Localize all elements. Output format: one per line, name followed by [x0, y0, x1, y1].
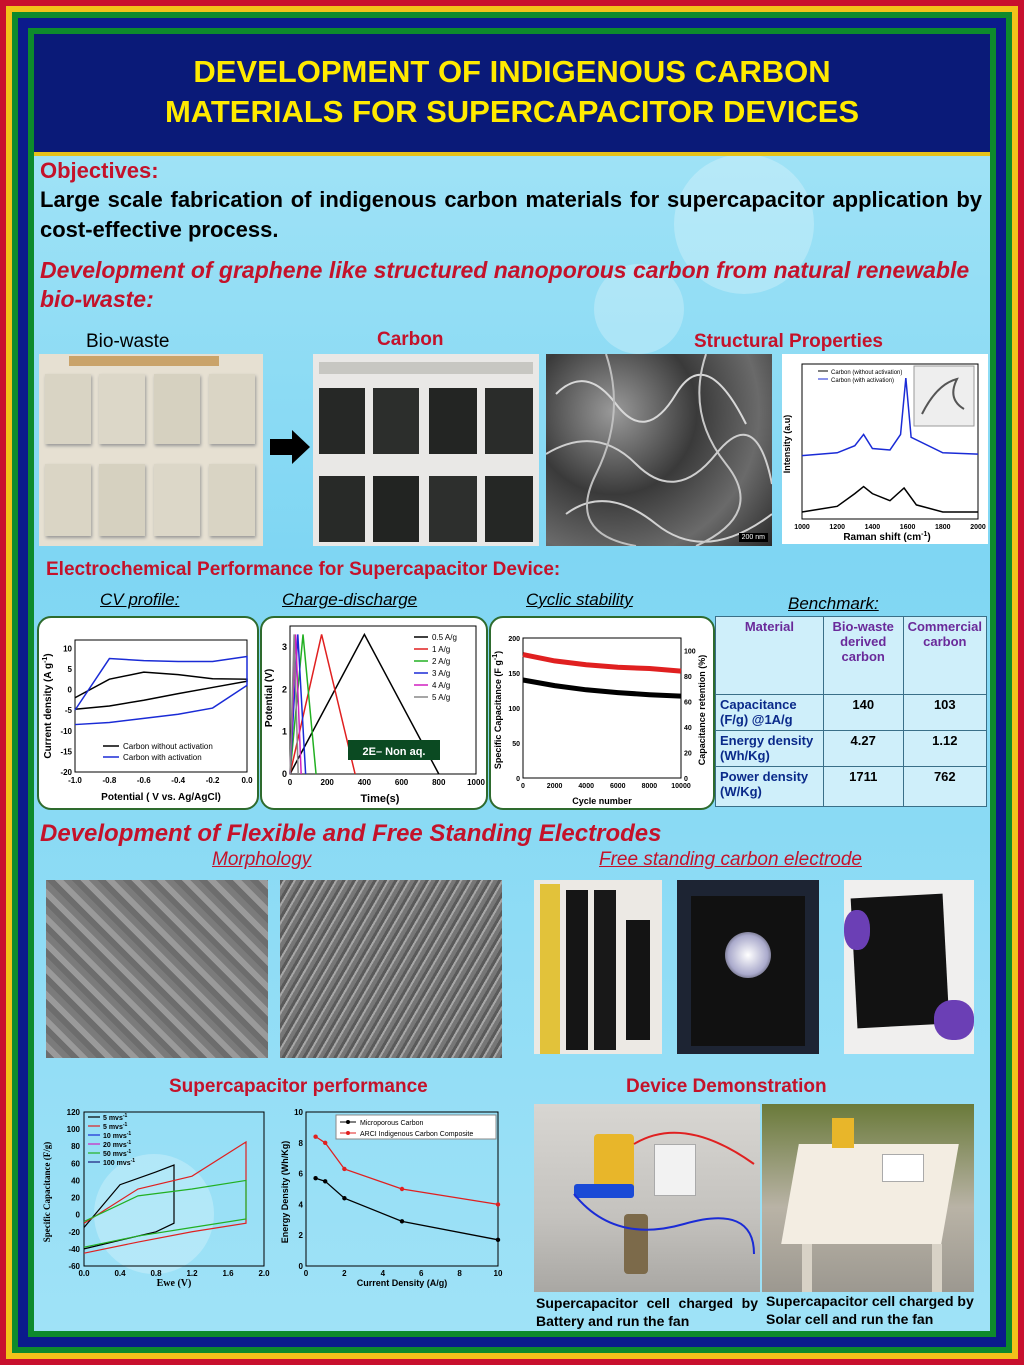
- morphology-sem-2: [280, 880, 502, 1058]
- energy-point: [400, 1219, 404, 1223]
- y-tick-label: 0: [75, 1210, 80, 1220]
- cv2-legend-label: 100 mvs$^{-1}$: [103, 1158, 136, 1167]
- perf-cv-chart: [40, 1102, 272, 1292]
- energy-point: [323, 1141, 327, 1145]
- device-solar-photo: [762, 1104, 974, 1292]
- cv2-legend-label: 5 mvs$^{-1}$: [103, 1113, 128, 1122]
- raman-chart: [782, 354, 988, 544]
- y-tick-label: 0: [67, 685, 72, 695]
- raman-legend-1: Carbon (with activation): [831, 378, 895, 384]
- x-tick-label: -0.4: [171, 776, 186, 785]
- y-tick-label: -20: [60, 768, 72, 777]
- x-tick-label: 2.0: [258, 1269, 270, 1278]
- x-tick-label: 2: [342, 1269, 347, 1278]
- x-tick-label: 0.0: [241, 776, 253, 785]
- poster-title: [34, 52, 990, 132]
- y-tick-label: 80: [71, 1142, 80, 1152]
- y-right-tick-label: 80: [684, 674, 692, 682]
- cd-chart: [260, 616, 488, 810]
- y-tick-label: -10: [60, 726, 72, 736]
- objectives-text: Large scale fabrication of indigenous carbon materials for supercapacitor application by cost-effective process.: [40, 187, 982, 242]
- cd-legend-label: 2 A/g: [432, 657, 451, 666]
- x-tick-label: 0.0: [78, 1269, 90, 1278]
- perf-cv-xlabel: Ewe (V): [156, 1278, 192, 1289]
- y-tick-label: 100: [508, 706, 520, 713]
- x-tick-label: 8: [457, 1269, 462, 1278]
- y-right-tick-label: 40: [684, 725, 692, 733]
- table-row: [716, 695, 987, 731]
- y-tick-label: 150: [508, 671, 520, 678]
- y-tick-label: 100: [66, 1125, 80, 1135]
- raman-xlabel: Raman shift $(cm^{-1})$: [843, 531, 931, 543]
- device-caption-battery: Supercapacitor cell charged by Battery and run the fan: [536, 1295, 758, 1329]
- cyc-ylabel-right: Capacitance retention (%): [697, 654, 707, 766]
- cv2-series-line: [84, 1142, 246, 1253]
- x-tick-label: -1.0: [68, 776, 82, 785]
- cd-ylabel: Potential (V): [264, 668, 275, 728]
- cd-legend-label: 3 A/g: [432, 669, 451, 678]
- bench-cell: 762: [903, 767, 986, 807]
- cv-legend-1: Carbon with activation: [123, 753, 202, 762]
- cv2-legend-label: 50 mvs$^{-1}$: [103, 1149, 132, 1158]
- x-tick-label: -0.6: [136, 776, 151, 785]
- y-right-tick-label: 60: [684, 699, 692, 707]
- y-tick-label: -40: [68, 1244, 80, 1254]
- structural-label: Structural Properties: [694, 331, 883, 352]
- poster-panel: [34, 34, 990, 1331]
- carbon-label: Carbon: [377, 329, 444, 350]
- bench-cell: 4.27: [823, 731, 903, 767]
- y-tick-label: 5: [67, 664, 72, 674]
- y-tick-label: 3: [281, 642, 287, 653]
- bench-cell: 1.12: [903, 731, 986, 767]
- x-tick-label: 1000: [794, 524, 810, 531]
- cd-xlabel: Time(s): [360, 793, 400, 805]
- y-tick-label: 0: [516, 776, 520, 783]
- energy-point: [313, 1176, 317, 1180]
- x-tick-label: 1800: [935, 524, 951, 531]
- morphology-sem-1: [46, 880, 268, 1058]
- y-right-tick-label: 0: [684, 776, 688, 783]
- x-tick-label: -0.8: [102, 776, 117, 785]
- bench-cell: 1711: [823, 767, 903, 807]
- cv-series-line: [75, 657, 247, 725]
- multimeter: [832, 1118, 854, 1148]
- x-tick-label: -0.2: [205, 776, 220, 785]
- cv2-series-line: [84, 1165, 174, 1249]
- energy-legend-1: ARCI Indigenous Carbon Composite: [360, 1131, 474, 1138]
- x-tick-label: 600: [394, 778, 409, 787]
- carbon-photo: [313, 354, 539, 546]
- energy-point: [400, 1187, 404, 1191]
- sem-image: [546, 354, 772, 546]
- perf-cv-ylabel: Specific Capacitance (F/g): [42, 1141, 52, 1243]
- cv2-legend-label: 10 mvs$^{-1}$: [103, 1131, 132, 1140]
- ruler: [540, 884, 560, 1054]
- y-tick-label: 20: [71, 1193, 80, 1203]
- table-row: [716, 731, 987, 767]
- raman-series-line: [802, 487, 978, 512]
- raman-legend-0: Carbon (without activation): [831, 370, 903, 376]
- cd-legend-label: 5 A/g: [432, 693, 451, 702]
- table-row: [716, 767, 987, 807]
- bench-cell: 103: [903, 695, 986, 731]
- x-tick-label: 2000: [546, 783, 563, 790]
- energy-plot: [278, 1102, 504, 1292]
- x-tick-label: 1600: [899, 524, 916, 531]
- y-tick-label: -5: [64, 706, 72, 716]
- y-tick-label: 2: [281, 684, 287, 695]
- morphology-label: Morphology: [212, 849, 312, 870]
- cv-xlabel: Potential ( V vs. Ag/AgCl): [101, 792, 221, 803]
- bench-header-material: Material: [716, 617, 824, 695]
- y-tick-label: 8: [298, 1138, 303, 1148]
- bench-row-label: Capacitance (F/g) @1A/g: [716, 695, 824, 731]
- electrode-strips-photo: [534, 880, 662, 1054]
- y-tick-label: 1: [281, 726, 287, 737]
- energy-point: [496, 1238, 500, 1242]
- cyc-series-retention: [523, 655, 681, 672]
- cyc-plot: [491, 618, 713, 808]
- energy-ylabel: Energy Density (Wh/Kg): [280, 1140, 290, 1244]
- x-tick-label: 6: [418, 1269, 424, 1278]
- benchmark-table: [715, 616, 987, 807]
- free-standing-label: Free standing carbon electrode: [599, 849, 862, 870]
- bench-row-label: Power density (W/Kg): [716, 767, 824, 807]
- y-tick-label: 120: [66, 1108, 80, 1117]
- y-tick-label: 50: [512, 741, 520, 748]
- y-tick-label: 60: [71, 1159, 80, 1169]
- electrode-light-photo: [677, 880, 819, 1054]
- title-line-2: MATERIALS FOR SUPERCAPACITOR DEVICES: [164, 94, 860, 129]
- perf-heading: Supercapacitor performance: [169, 1076, 428, 1097]
- energy-legend-0: Microporous Carbon: [360, 1120, 424, 1127]
- device-caption-solar: Supercapacitor cell charged by Solar cell and run the fan: [766, 1293, 974, 1327]
- x-tick-label: 1200: [829, 524, 845, 531]
- arrow-right-icon: [270, 430, 310, 464]
- cd-title: Charge-discharge: [282, 590, 418, 609]
- cd-plot: [262, 618, 486, 808]
- cyc-title: Cyclic stability: [526, 590, 633, 609]
- y-tick-label: -15: [60, 747, 72, 757]
- y-tick-label: 10: [63, 644, 72, 654]
- energy-point: [342, 1196, 346, 1200]
- cyc-ylabel-left: Specific Capacitance (F $g^{-1}$): [492, 650, 503, 770]
- cd-badge-text: 2E– Non aq.: [362, 746, 426, 758]
- x-tick-label: 8000: [641, 783, 658, 790]
- cv-chart: [37, 616, 259, 810]
- y-tick-label: -60: [68, 1262, 80, 1271]
- x-tick-label: 0: [303, 1269, 309, 1278]
- electro-heading: Electrochemical Performance for Supercapacitor Device:: [46, 559, 561, 580]
- x-tick-label: 0.8: [150, 1269, 162, 1278]
- x-tick-label: 1400: [864, 524, 881, 531]
- y-tick-label: 2: [298, 1231, 303, 1241]
- device-heading: Device Demonstration: [626, 1076, 827, 1097]
- x-tick-label: 0.4: [114, 1269, 126, 1278]
- y-tick-label: 40: [71, 1176, 80, 1186]
- cv-series-line: [75, 672, 247, 709]
- bench-cell: 140: [823, 695, 903, 731]
- ruler: [69, 356, 219, 366]
- bench-header-commercial: Commercial carbon: [903, 617, 986, 695]
- cd-legend-label: 1 A/g: [432, 645, 451, 654]
- title-line-1: DEVELOPMENT OF INDIGENOUS CARBON: [193, 54, 831, 89]
- raman-plot: [782, 354, 988, 544]
- energy-point: [496, 1202, 500, 1206]
- x-tick-label: 6000: [610, 783, 626, 790]
- sem-scale: 200 nm: [739, 533, 768, 542]
- cyc-series-capacitance: [523, 680, 681, 696]
- perf-cv-plot: [40, 1102, 272, 1292]
- raman-inset-image: [914, 366, 974, 426]
- bench-header-bio: Bio-waste derived carbon: [823, 617, 903, 695]
- x-tick-label: 1.6: [222, 1269, 234, 1278]
- x-tick-label: 4000: [578, 783, 594, 790]
- raman-ylabel: Intensity (a.u): [782, 414, 792, 474]
- x-tick-label: 1000: [467, 778, 485, 787]
- x-tick-label: 800: [432, 778, 446, 787]
- x-tick-label: 400: [357, 778, 372, 787]
- x-tick-label: 10000: [671, 783, 691, 790]
- ruler: [319, 362, 533, 374]
- x-tick-label: 1.2: [186, 1269, 198, 1278]
- title-banner: [34, 34, 990, 156]
- y-tick-label: -20: [68, 1227, 80, 1237]
- cv-legend-0: Carbon without activation: [123, 742, 213, 751]
- section1-heading: Development of graphene like structured nanoporous carbon from natural renewable bio-waste:: [40, 257, 970, 312]
- cd-legend-label: 0.5 A/g: [432, 633, 457, 642]
- x-tick-label: 200: [320, 778, 334, 787]
- y-tick-label: 10: [294, 1108, 303, 1117]
- cv-ylabel: Current density (A $g^{-1}$): [42, 653, 54, 759]
- y-tick-label: 200: [508, 636, 520, 643]
- y-tick-label: 0: [281, 769, 287, 779]
- x-tick-label: 4: [380, 1269, 386, 1278]
- device-battery-photo: [534, 1104, 760, 1292]
- cv-plot: [39, 618, 257, 808]
- energy-xlabel: Current Density (A/g): [356, 1278, 448, 1288]
- bench-title: Benchmark:: [788, 594, 879, 613]
- x-tick-label: 10: [493, 1269, 503, 1278]
- energy-chart: [278, 1102, 504, 1292]
- biowaste-label: Bio-waste: [86, 331, 170, 352]
- cyc-chart: [489, 616, 715, 810]
- x-tick-label: 2000: [970, 524, 986, 531]
- bench-row-label: Energy density (Wh/Kg): [716, 731, 824, 767]
- cv2-legend-label: 20 mvs$^{-1}$: [103, 1140, 132, 1149]
- cv-title: CV profile:: [100, 590, 180, 609]
- cyc-xlabel: Cycle number: [572, 796, 632, 806]
- electrode-flex-photo: [844, 880, 974, 1054]
- cv2-legend-label: 5 mvs$^{-1}$: [103, 1122, 128, 1131]
- y-tick-label: 6: [298, 1169, 303, 1179]
- energy-point: [313, 1134, 317, 1138]
- x-tick-label: 0: [287, 778, 293, 787]
- energy-point: [323, 1179, 327, 1183]
- energy-point: [342, 1167, 346, 1171]
- objectives-heading: Objectives:: [40, 158, 159, 183]
- x-tick-label: 0: [521, 783, 525, 790]
- energy-series-line: [316, 1178, 498, 1240]
- y-right-tick-label: 100: [684, 648, 696, 656]
- cd-legend-label: 4 A/g: [432, 681, 451, 690]
- y-tick-label: 4: [298, 1200, 303, 1210]
- y-tick-label: 0: [298, 1262, 303, 1271]
- section2-heading: Development of Flexible and Free Standing Electrodes: [40, 820, 662, 847]
- y-right-tick-label: 20: [684, 750, 692, 758]
- biowaste-photo: [39, 354, 263, 546]
